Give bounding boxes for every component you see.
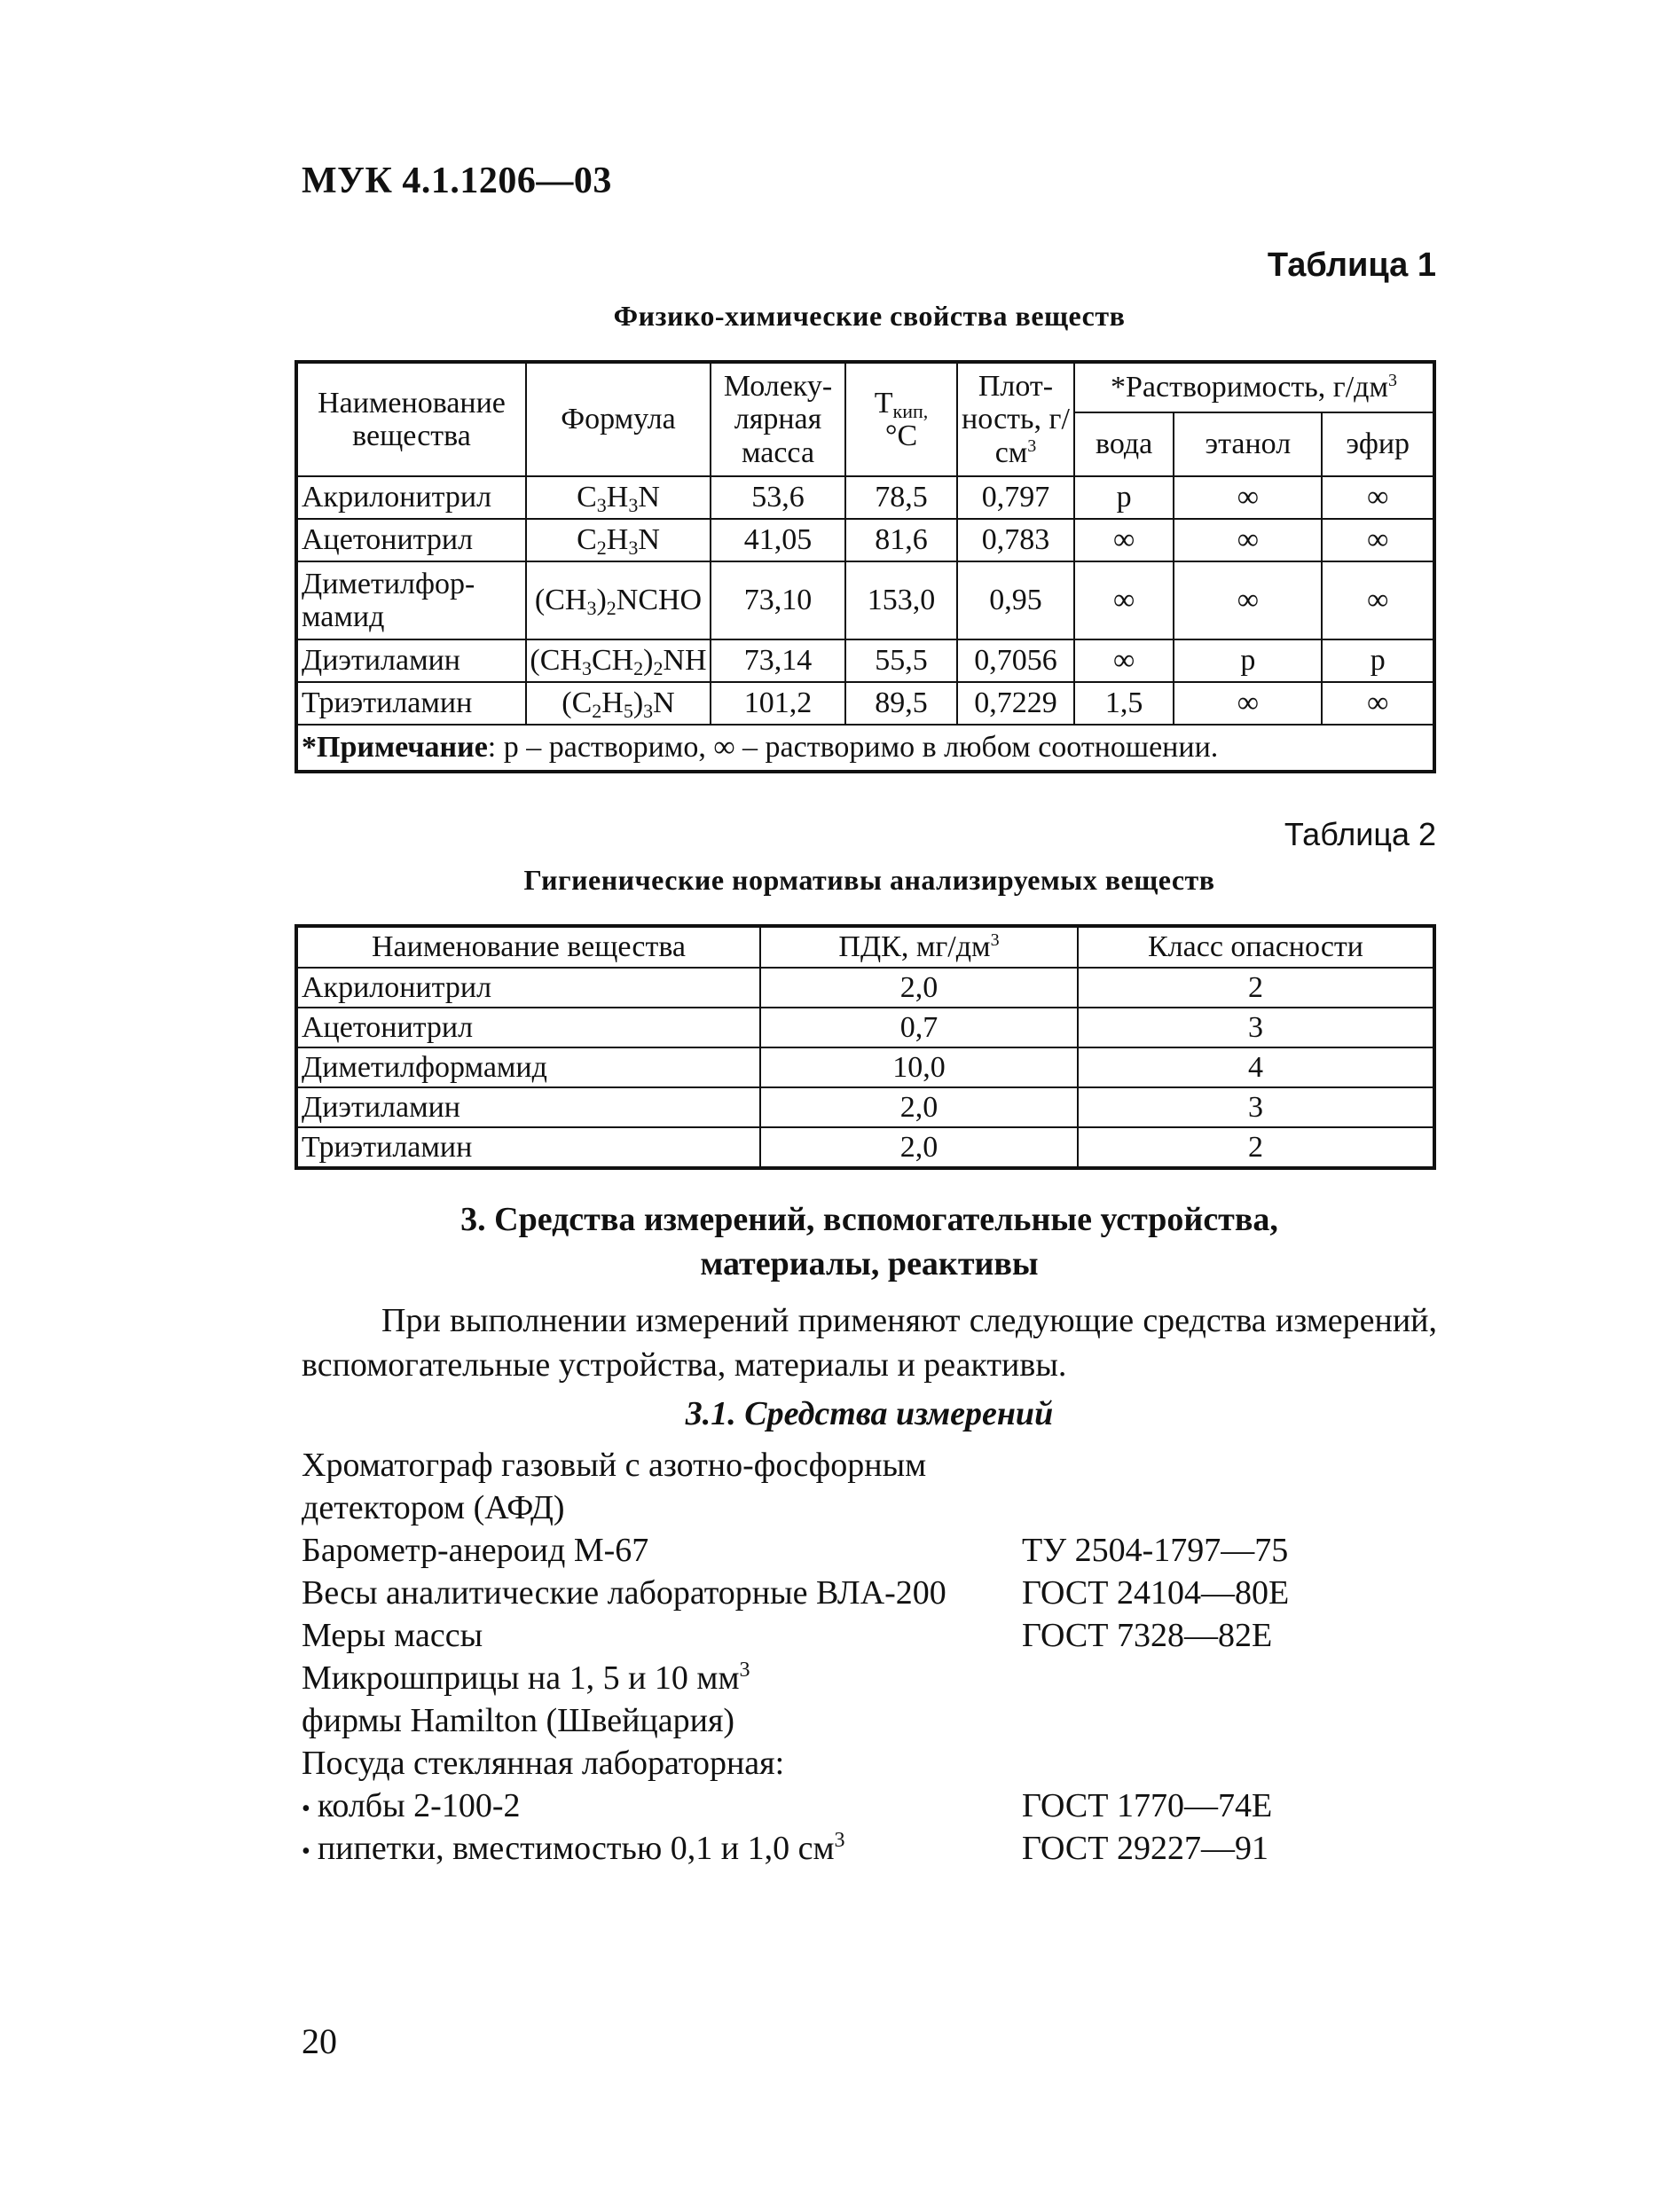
ethanol-solubility-cell: ∞ <box>1174 519 1322 561</box>
density-cell: 0,95 <box>957 561 1074 639</box>
header-water: вода <box>1074 412 1174 476</box>
hazard-class-cell: 4 <box>1078 1047 1434 1087</box>
water-solubility-cell: ∞ <box>1074 561 1174 639</box>
instrument-name: Микрошприцы на 1, 5 и 10 $мм^3$ <box>302 1659 750 1697</box>
table2-row <box>296 1047 1434 1087</box>
table2-row <box>296 1087 1434 1127</box>
list-item <box>302 1486 1455 1529</box>
boiling-temp-cell: 153,0 <box>845 561 957 639</box>
substance-name: Ацетонитрил <box>296 1008 760 1047</box>
pdk-cell: 10,0 <box>760 1047 1078 1087</box>
pdk-cell: 2,0 <box>760 1087 1078 1127</box>
boiling-temp-cell: 55,5 <box>845 639 957 682</box>
table2-row <box>296 1127 1434 1168</box>
water-solubility-cell: 1,5 <box>1074 682 1174 725</box>
instrument-name: детектором (АФД) <box>302 1489 565 1526</box>
molar-mass-cell: 41,05 <box>711 519 845 561</box>
instrument-standard: ГОСТ 24104—80Е <box>1022 1574 1290 1612</box>
molar-mass-cell: 73,10 <box>711 561 845 639</box>
note-label: *Примечание <box>302 731 488 765</box>
pdk-superscript: 3 <box>990 930 1000 951</box>
solubility-label: *Растворимость, г/дм <box>1111 371 1388 404</box>
header-density <box>957 362 1074 476</box>
ethanol-solubility-cell: р <box>1174 639 1322 682</box>
list-item <box>302 1699 1455 1742</box>
substance-name: Акрилонитрил <box>296 476 526 519</box>
hazard-class-cell: 2 <box>1078 968 1434 1008</box>
instrument-name: Посуда стеклянная лабораторная: <box>302 1745 785 1782</box>
header-molar-mass: Молеку-лярная масса <box>711 362 845 476</box>
boiling-temp-cell: 89,5 <box>845 682 957 725</box>
instrument-name: • колбы 2-100-2 <box>302 1787 521 1824</box>
pdk-label: ПДК, мг/дм <box>838 930 991 964</box>
hazard-class-cell: 2 <box>1078 1127 1434 1168</box>
molar-mass-cell: 53,6 <box>711 476 845 519</box>
section3-intro: При выполнении измерений применяют следующие средства измерений, вспомогательные устройства, материалы и реактивы. <box>302 1302 1437 1384</box>
substance-name: Диметилфор-мамид <box>296 561 526 639</box>
header-solubility <box>1074 362 1434 412</box>
list-item <box>302 1827 1455 1870</box>
formula-cell: $(C_2H_5)_3N$ <box>526 682 711 725</box>
instrument-standard: ГОСТ 29227—91 <box>1022 1830 1268 1867</box>
section3-heading <box>302 1197 1437 1286</box>
pdk-cell: 2,0 <box>760 968 1078 1008</box>
table1-physicochemical-properties <box>295 360 1436 773</box>
table1-row <box>296 561 1434 639</box>
ethanol-solubility-cell: ∞ <box>1174 476 1322 519</box>
list-item <box>302 1614 1455 1657</box>
hazard-class-cell: 3 <box>1078 1087 1434 1127</box>
instrument-name: Хроматограф газовый с азотно-фосфорным <box>302 1447 927 1484</box>
note-text: : р – растворимо, ∞ – растворимо в любом соотношении. <box>487 731 1219 765</box>
substance-name: Акрилонитрил <box>296 968 760 1008</box>
boiling-temp-symbol: T <box>874 386 893 420</box>
instrument-name: фирмы Hamilton (Швейцария) <box>302 1702 735 1739</box>
list-item <box>302 1785 1455 1827</box>
subsection-3-1-heading: 3.1. Средства измерений <box>685 1395 1054 1432</box>
table1-row <box>296 682 1434 725</box>
header-ether: эфир <box>1322 412 1434 476</box>
substance-name: Диметилформамид <box>296 1047 760 1087</box>
formula-cell: $C_2H_3N$ <box>526 519 711 561</box>
water-solubility-cell: ∞ <box>1074 519 1174 561</box>
table2-title: Гигиенические нормативы анализируемых веществ <box>523 864 1215 896</box>
substance-name: Триэтиламин <box>296 682 526 725</box>
instrument-name: • пипетки, вместимостью 0,1 и 1,0 $см^3$ <box>302 1829 845 1867</box>
header-pdk <box>760 926 1078 968</box>
table1-row <box>296 476 1434 519</box>
density-label: Плот-ность, г/см <box>962 369 1070 469</box>
table2-hygienic-standards <box>295 924 1436 1170</box>
substance-name: Триэтиламин <box>296 1127 760 1168</box>
table1-row <box>296 639 1434 682</box>
bullet-icon: • <box>302 1795 310 1823</box>
boiling-temp-cell: 78,5 <box>845 476 957 519</box>
density-cell: 0,7229 <box>957 682 1074 725</box>
instrument-name: Меры массы <box>302 1617 483 1654</box>
header-ethanol: этанол <box>1174 412 1322 476</box>
solubility-superscript: 3 <box>1388 371 1397 391</box>
ether-solubility-cell: ∞ <box>1322 476 1434 519</box>
formula-cell: $(CH_3)_2NCHO$ <box>526 561 711 639</box>
ether-solubility-cell: ∞ <box>1322 561 1434 639</box>
section3-heading-line1: 3. Средства измерений, вспомогательные устройства, <box>460 1201 1278 1238</box>
water-solubility-cell: ∞ <box>1074 639 1174 682</box>
page-number: 20 <box>302 2021 337 2061</box>
density-cell: 0,7056 <box>957 639 1074 682</box>
table2-row <box>296 1008 1434 1047</box>
table1-note <box>296 725 1434 772</box>
boiling-temp-cell: 81,6 <box>845 519 957 561</box>
bullet-icon: • <box>302 1838 310 1865</box>
header-boiling-temp <box>845 362 957 476</box>
ether-solubility-cell: ∞ <box>1322 682 1434 725</box>
ether-solubility-cell: р <box>1322 639 1434 682</box>
table1-row <box>296 519 1434 561</box>
header-formula: Формула <box>526 362 711 476</box>
pdk-cell: 2,0 <box>760 1127 1078 1168</box>
substance-name: Диэтиламин <box>296 639 526 682</box>
pdk-cell: 0,7 <box>760 1008 1078 1047</box>
header-substance-name: Наименование вещества <box>296 926 760 968</box>
water-solubility-cell: р <box>1074 476 1174 519</box>
formula-cell: $(CH_3CH_2)_2NH$ <box>526 639 711 682</box>
ether-solubility-cell: ∞ <box>1322 519 1434 561</box>
table1-caption: Таблица 1 <box>1267 247 1436 284</box>
boiling-temp-subscript: кип, <box>892 399 929 422</box>
table2-row <box>296 968 1434 1008</box>
instrument-name: Барометр-анероид М-67 <box>302 1532 649 1569</box>
hazard-class-cell: 3 <box>1078 1008 1434 1047</box>
formula-cell: $C_3H_3N$ <box>526 476 711 519</box>
molar-mass-cell: 101,2 <box>711 682 845 725</box>
instrument-standard: ТУ 2504-1797—75 <box>1022 1532 1289 1569</box>
list-item <box>302 1529 1455 1572</box>
ethanol-solubility-cell: ∞ <box>1174 561 1322 639</box>
instrument-name: Весы аналитические лабораторные ВЛА-200 <box>302 1574 946 1612</box>
header-substance-name: Наименование вещества <box>296 362 526 476</box>
boiling-temp-unit: °C <box>884 420 918 452</box>
instrument-standard: ГОСТ 7328—82Е <box>1022 1617 1273 1654</box>
section3-heading-line2: материалы, реактивы <box>700 1245 1039 1282</box>
document-code: МУК 4.1.1206—03 <box>302 161 612 201</box>
instrument-standard: ГОСТ 1770—74Е <box>1022 1787 1273 1824</box>
list-item <box>302 1657 1455 1699</box>
ethanol-solubility-cell: ∞ <box>1174 682 1322 725</box>
table1-note-row <box>296 725 1434 772</box>
density-cell: 0,797 <box>957 476 1074 519</box>
instruments-list <box>302 1444 1455 1870</box>
density-cell: 0,783 <box>957 519 1074 561</box>
density-superscript: 3 <box>1027 435 1037 456</box>
list-item <box>302 1572 1455 1614</box>
table2-caption: Таблица 2 <box>1284 816 1436 852</box>
molar-mass-cell: 73,14 <box>711 639 845 682</box>
header-hazard-class: Класс опасности <box>1078 926 1434 968</box>
list-item <box>302 1444 1455 1486</box>
substance-name: Диэтиламин <box>296 1087 760 1127</box>
table1-title: Физико-химические свойства веществ <box>613 300 1126 332</box>
substance-name: Ацетонитрил <box>296 519 526 561</box>
list-item <box>302 1742 1455 1785</box>
